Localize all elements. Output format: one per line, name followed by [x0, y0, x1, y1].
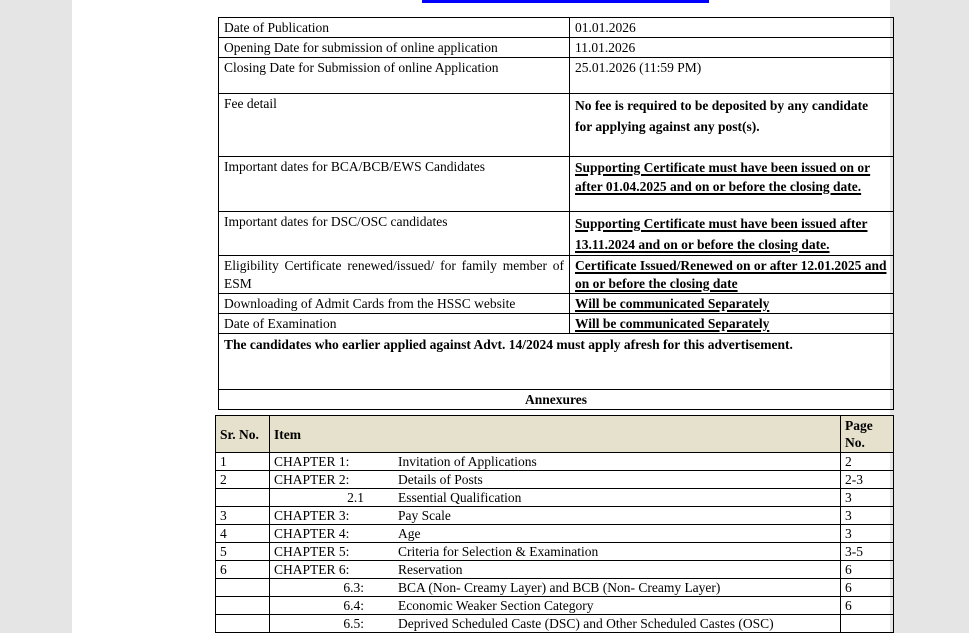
sr-no-cell: 2	[216, 471, 270, 489]
item-label: CHAPTER 1:	[274, 454, 350, 469]
item-cell	[270, 471, 841, 489]
item-cell	[270, 543, 841, 561]
table-row	[216, 561, 894, 579]
table-row	[216, 615, 894, 633]
important-dates-table	[218, 17, 894, 410]
row-value-cell: No fee is required to be deposited by any candidate for applying against any post(s).	[570, 94, 894, 157]
document-page	[72, 0, 890, 633]
page-no-cell: 3	[841, 525, 894, 543]
row-value-cell: 01.01.2026	[570, 18, 894, 38]
column-header-sr-no: Sr. No.	[216, 416, 270, 453]
item-label: CHAPTER 3:	[274, 508, 350, 523]
row-value-cell: Will be communicated Separately	[570, 294, 894, 314]
column-header-item: Item	[270, 416, 841, 453]
item-label: CHAPTER 5:	[274, 544, 350, 559]
table-row	[219, 314, 894, 334]
row-label-cell: Important dates for BCA/BCB/EWS Candidates	[219, 157, 570, 212]
sr-no-cell	[216, 615, 270, 633]
note-row	[219, 334, 894, 390]
table-row	[216, 597, 894, 615]
sr-no-cell: 3	[216, 507, 270, 525]
item-cell	[270, 615, 841, 633]
table-row	[219, 18, 894, 38]
sr-no-cell: 4	[216, 525, 270, 543]
item-cell	[270, 453, 841, 471]
sr-no-cell: 5	[216, 543, 270, 561]
important-dates-rows	[219, 18, 894, 334]
table-row	[219, 38, 894, 58]
item-text: Pay Scale	[398, 508, 451, 523]
table-row	[219, 157, 894, 212]
item-label: 2.1	[347, 490, 364, 505]
item-cell	[270, 597, 841, 615]
table-row	[219, 212, 894, 256]
page-no-cell: 6	[841, 561, 894, 579]
annexures-heading: Annexures	[219, 390, 894, 410]
important-dates-footer	[219, 334, 894, 410]
header-row	[216, 416, 894, 453]
page-no-cell: 6	[841, 579, 894, 597]
item-text: Invitation of Applications	[398, 454, 537, 469]
row-value-cell: Certificate Issued/Renewed on or after 12.01.2025 and on or before the closing date	[570, 256, 894, 294]
page-no-cell: 3	[841, 489, 894, 507]
hyperlink-underline[interactable]	[422, 0, 709, 3]
item-cell	[270, 489, 841, 507]
row-value-cell: 11.01.2026	[570, 38, 894, 58]
sr-no-cell	[216, 489, 270, 507]
item-label: CHAPTER 2:	[274, 472, 350, 487]
row-value-cell: Supporting Certificate must have been issued after 13.11.2024 and on or before the closing date.	[570, 212, 894, 256]
item-label: 6.4:	[343, 598, 364, 613]
table-row	[219, 58, 894, 94]
item-text: BCA (Non- Creamy Layer) and BCB (Non- Creamy Layer)	[398, 580, 721, 595]
table-row	[216, 453, 894, 471]
row-label-cell: Date of Examination	[219, 314, 570, 334]
table-row	[216, 489, 894, 507]
table-row	[216, 471, 894, 489]
item-text: Reservation	[398, 562, 463, 577]
item-text: Deprived Scheduled Caste (DSC) and Other Scheduled Castes (OSC)	[398, 616, 774, 631]
item-cell	[270, 507, 841, 525]
annexures-table-body	[216, 453, 894, 633]
item-text: Essential Qualification	[398, 490, 522, 505]
row-label-cell: Eligibility Certificate renewed/issued/ for family member of ESM	[219, 256, 570, 294]
table-row	[216, 543, 894, 561]
page-no-cell: 3-5	[841, 543, 894, 561]
table-row	[219, 294, 894, 314]
sr-no-cell: 1	[216, 453, 270, 471]
table-row	[216, 507, 894, 525]
page-no-cell	[841, 615, 894, 633]
item-text: Age	[398, 526, 421, 541]
annexures-table-header	[216, 416, 894, 453]
table-row	[216, 525, 894, 543]
page-no-cell: 2-3	[841, 471, 894, 489]
page-no-cell: 2	[841, 453, 894, 471]
row-label-cell: Important dates for DSC/OSC candidates	[219, 212, 570, 256]
row-label-cell: Fee detail	[219, 94, 570, 157]
table-row	[219, 94, 894, 157]
sr-no-cell: 6	[216, 561, 270, 579]
table-row	[216, 579, 894, 597]
row-label-cell: Closing Date for Submission of online Application	[219, 58, 570, 94]
sr-no-cell	[216, 597, 270, 615]
row-value-cell: Will be communicated Separately	[570, 314, 894, 334]
page-no-cell: 3	[841, 507, 894, 525]
row-value-cell: 25.01.2026 (11:59 PM)	[570, 58, 894, 94]
annexures-heading-row	[219, 390, 894, 410]
item-text: Details of Posts	[398, 472, 483, 487]
column-header-page-no: Page No.	[841, 416, 894, 453]
annexures-index-table	[215, 415, 894, 633]
row-value-cell: Supporting Certificate must have been issued on or after 01.04.2025 and on or before the closing date.	[570, 157, 894, 212]
row-label-cell: Downloading of Admit Cards from the HSSC website	[219, 294, 570, 314]
page-no-cell: 6	[841, 597, 894, 615]
item-text: Criteria for Selection & Examination	[398, 544, 599, 559]
item-cell	[270, 525, 841, 543]
item-cell	[270, 579, 841, 597]
apply-afresh-note: The candidates who earlier applied against Advt. 14/2024 must apply afresh for this advertisement.	[219, 334, 894, 390]
item-label: 6.3:	[343, 580, 364, 595]
item-label: CHAPTER 6:	[274, 562, 350, 577]
row-label-cell: Date of Publication	[219, 18, 570, 38]
table-row	[219, 256, 894, 294]
item-cell	[270, 561, 841, 579]
item-label: 6.5:	[343, 616, 364, 631]
item-label: CHAPTER 4:	[274, 526, 350, 541]
row-label-cell: Opening Date for submission of online application	[219, 38, 570, 58]
sr-no-cell	[216, 579, 270, 597]
item-text: Economic Weaker Section Category	[398, 598, 594, 613]
